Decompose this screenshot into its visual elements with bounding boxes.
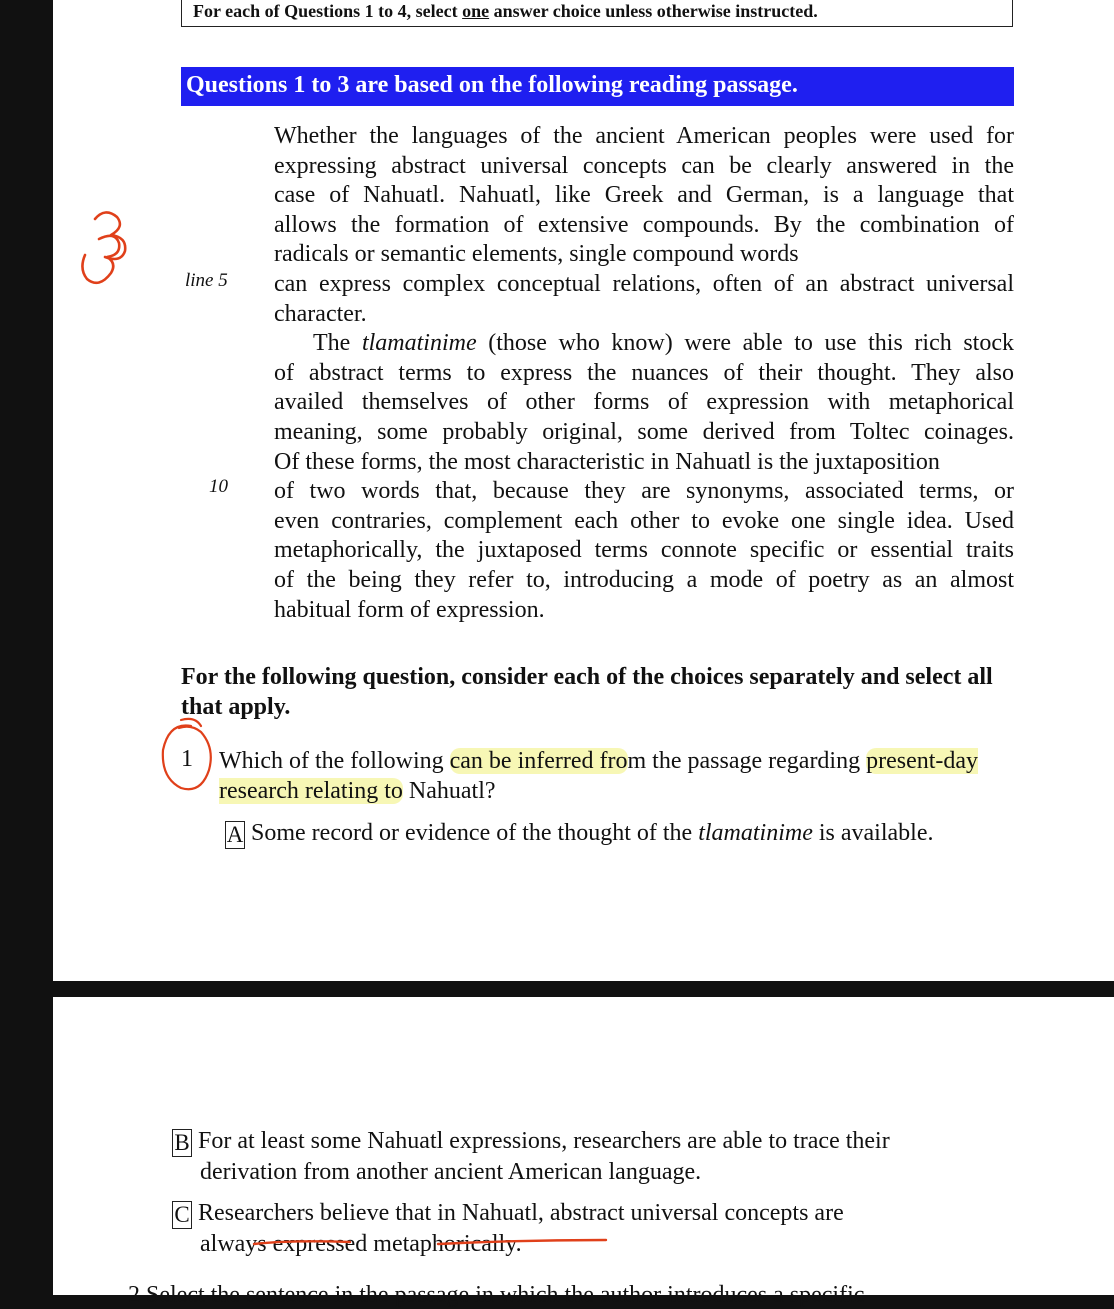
choice-b-text: For at least some Nahuatl expressions, researchers are able to trace their bbox=[198, 1128, 890, 1154]
choice-b-checkbox[interactable]: B bbox=[172, 1129, 192, 1157]
choice-a-text-end: is available. bbox=[812, 820, 934, 846]
line-number-10: 10 bbox=[209, 476, 228, 497]
passage-line: of the being they refer to, introducing a mode of poetry as an almost bbox=[274, 566, 1014, 593]
passage-line: Of these forms, the most characteristic in Nahuatl is the juxtaposition bbox=[274, 448, 940, 475]
instructions-box bbox=[181, 0, 1013, 27]
question-2-partial: 2 Select the sentence in the passage in which the author introduces a specific bbox=[128, 1282, 865, 1308]
choice-a-text: Some record or evidence of the thought of the bbox=[251, 820, 699, 846]
passage-line: of abstract terms to express the nuances of their thought. They also bbox=[274, 359, 1014, 386]
instructions-text: For each of Questions 1 to 4, select bbox=[193, 1, 463, 21]
passage-line: habitual form of expression. bbox=[274, 596, 545, 623]
passage-italic: tlamatinime bbox=[361, 330, 477, 357]
passage-banner: Questions 1 to 3 are based on the following reading passage. bbox=[181, 67, 1014, 106]
passage-line: allows the formation of extensive compounds. By the combination of bbox=[274, 211, 1014, 238]
handwritten-margin-note bbox=[75, 205, 135, 290]
instructions-underlined: one bbox=[462, 1, 490, 21]
question-text: Which of the following bbox=[219, 748, 450, 774]
highlight-inferred: can be inferred fro bbox=[449, 748, 628, 774]
reading-passage bbox=[274, 122, 1014, 625]
choice-b-text-cont: derivation from another ancient American language. bbox=[200, 1159, 702, 1185]
instructions-text-end: answer choice unless otherwise instructed. bbox=[489, 1, 818, 21]
passage-line: Whether the languages of the ancient American peoples were used for bbox=[274, 123, 1014, 149]
choice-c-text-cont: always expressed metaphorically. bbox=[200, 1231, 522, 1257]
choice-a-italic: tlamatinime bbox=[698, 820, 813, 846]
passage-text: (those who know) were able to use this rich stock bbox=[476, 330, 1015, 357]
passage-line: of two words that, because they are synonyms, associated terms, or bbox=[274, 478, 1014, 505]
choice-b[interactable] bbox=[172, 1126, 972, 1187]
question-text: m the passage regarding bbox=[627, 748, 867, 774]
passage-line: can express complex conceptual relations, often of an abstract universal bbox=[274, 270, 1014, 297]
choice-c-checkbox[interactable]: C bbox=[172, 1201, 192, 1229]
highlight-research: present-day research relating to bbox=[219, 748, 979, 804]
passage-line: availed themselves of other forms of expression with metaphorical bbox=[274, 389, 1014, 416]
question-1-stem bbox=[219, 746, 1015, 806]
passage-line: expressing abstract universal concepts can be clearly answered in the bbox=[274, 152, 1014, 179]
choice-c-text: Researchers believe that in Nahuatl, abstract universal concepts are bbox=[198, 1200, 844, 1226]
choice-c[interactable] bbox=[172, 1198, 972, 1259]
line-number-5: line 5 bbox=[185, 270, 228, 291]
passage-line: case of Nahuatl. Nahuatl, like Greek and German, is a language that bbox=[274, 182, 1014, 209]
choice-a[interactable] bbox=[225, 818, 933, 849]
question-text: Nahuatl? bbox=[402, 778, 496, 804]
passage-line: even contraries, complement each other to evoke one single idea. Used bbox=[274, 507, 1014, 534]
select-all-directive: For the following question, consider each of the choices separately and select all that apply. bbox=[181, 664, 993, 720]
passage-line: metaphorically, the juxtaposed terms connote specific or essential traits bbox=[274, 537, 1014, 564]
passage-text: The bbox=[313, 330, 362, 357]
choice-a-checkbox[interactable]: A bbox=[226, 822, 244, 847]
passage-line: character. bbox=[274, 300, 367, 327]
page-1 bbox=[53, 0, 1114, 981]
passage-line: radicals or semantic elements, single compound words bbox=[274, 241, 799, 268]
passage-line bbox=[274, 329, 1014, 359]
passage-line: meaning, some probably original, some derived from Toltec coinages. bbox=[274, 418, 1014, 445]
question-number: 1 bbox=[181, 746, 193, 772]
